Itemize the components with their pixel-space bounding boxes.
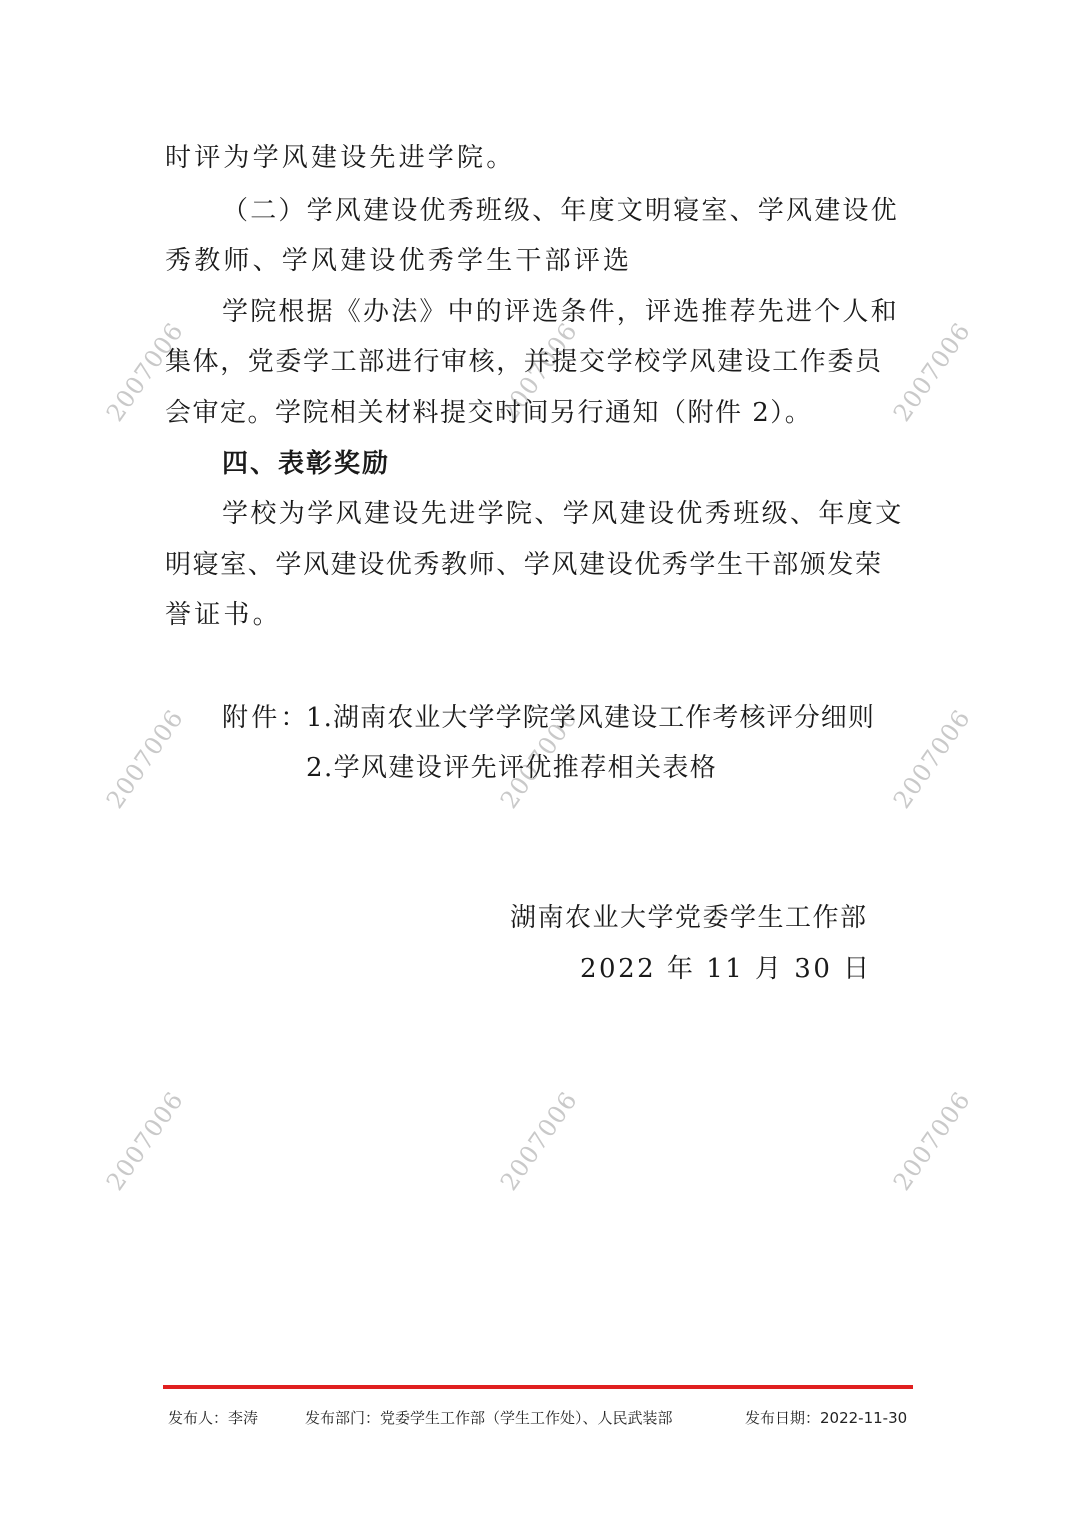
signature-org: 湖南农业大学党委学生工作部 [510, 903, 868, 933]
watermark: 2007006 [494, 704, 584, 814]
body-line: 学校为学风建设先进学院、学风建设优秀班级、年度文 [222, 499, 904, 529]
body-line: 集体，党委学工部进行审核，并提交学校学风建设工作委员 [165, 347, 883, 377]
watermark: 2007006 [100, 1086, 190, 1196]
section-subheading: （二）学风建设优秀班级、年度文明寝室、学风建设优 [222, 196, 899, 226]
body-line: 誉证书。 [165, 600, 282, 630]
watermark: 2007006 [887, 1086, 977, 1196]
attachments-label: 附件： [222, 703, 310, 733]
attachment-item-2: 2.学风建设评先评优推荐相关表格 [306, 753, 718, 783]
watermark: 2007006 [100, 704, 190, 814]
watermark: 2007006 [100, 317, 190, 427]
watermark: 2007006 [494, 317, 584, 427]
body-line: 会审定。学院相关材料提交时间另行通知（附件 2）。 [165, 398, 813, 428]
watermark: 2007006 [887, 317, 977, 427]
watermark: 2007006 [494, 1086, 584, 1196]
body-line: 学院根据《办法》中的评选条件，评选推荐先进个人和 [222, 297, 899, 327]
section-heading: 四、表彰奖励 [222, 449, 391, 479]
section-subheading: 秀教师、学风建设优秀学生干部评选 [165, 246, 633, 276]
footer-divider [163, 1385, 913, 1389]
footer-publisher: 发布人：李涛 [168, 1409, 259, 1427]
watermark: 2007006 [887, 704, 977, 814]
footer-department: 发布部门：党委学生工作部（学生工作处）、人民武装部 [305, 1409, 673, 1427]
signature-date: 2022 年 11 月 30 日 [580, 954, 872, 984]
body-line: 明寝室、学风建设优秀教师、学风建设优秀学生干部颁发荣 [165, 550, 883, 580]
body-line: 时评为学风建设先进学院。 [165, 143, 516, 173]
attachment-item-1: 1.湖南农业大学学院学风建设工作考核评分细则 [306, 703, 876, 733]
footer-date: 发布日期：2022-11-30 [745, 1409, 908, 1427]
